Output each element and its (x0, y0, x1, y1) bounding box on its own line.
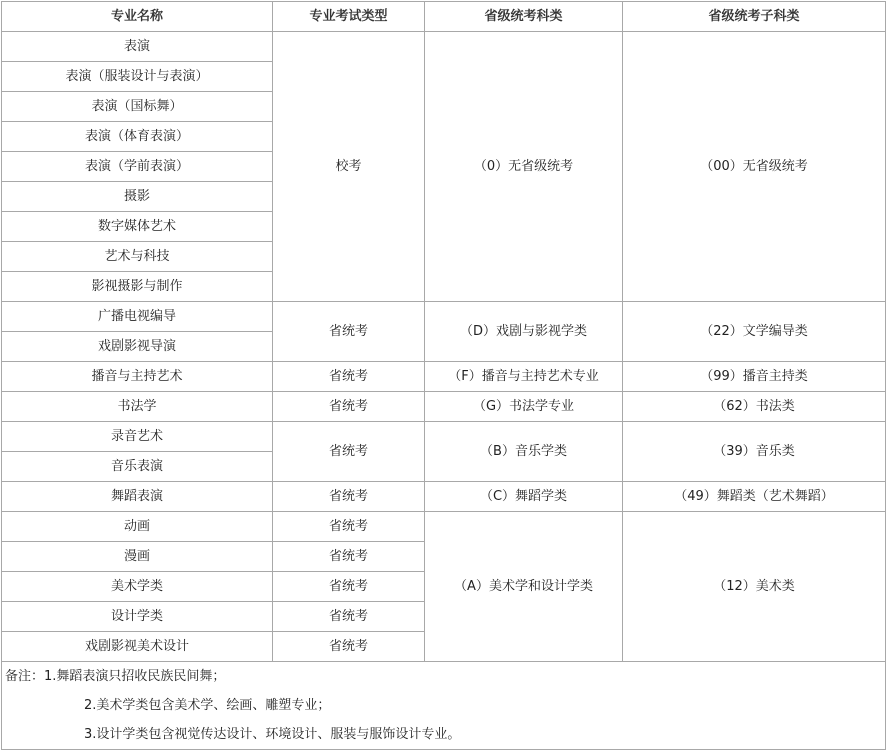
provincial-category: （D）戏剧与影视学类 (425, 302, 623, 362)
header-provincial-subcategory: 省级统考子科类 (623, 2, 886, 32)
header-major-name: 专业名称 (2, 2, 273, 32)
major-name: 表演（学前表演） (2, 152, 273, 182)
exam-type: 省统考 (273, 602, 425, 632)
provincial-subcategory: （00）无省级统考 (623, 32, 886, 302)
provincial-category: （B）音乐学类 (425, 422, 623, 482)
major-name: 舞蹈表演 (2, 482, 273, 512)
provincial-category: （F）播音与主持艺术专业 (425, 362, 623, 392)
provincial-subcategory: （99）播音主持类 (623, 362, 886, 392)
major-name: 表演（体育表演） (2, 122, 273, 152)
table-row (2, 422, 886, 452)
major-name: 表演 (2, 32, 273, 62)
major-name: 播音与主持艺术 (2, 362, 273, 392)
provincial-category: （A）美术学和设计学类 (425, 512, 623, 662)
exam-type: 省统考 (273, 542, 425, 572)
provincial-subcategory: （62）书法类 (623, 392, 886, 422)
table-row (2, 32, 886, 62)
exam-type: 省统考 (273, 572, 425, 602)
provincial-category: （C）舞蹈学类 (425, 482, 623, 512)
major-name: 书法学 (2, 392, 273, 422)
provincial-subcategory: （39）音乐类 (623, 422, 886, 482)
header-provincial-category: 省级统考科类 (425, 2, 623, 32)
major-name: 戏剧影视美术设计 (2, 632, 273, 662)
major-name: 音乐表演 (2, 452, 273, 482)
exam-type: 省统考 (273, 512, 425, 542)
major-name: 漫画 (2, 542, 273, 572)
exam-type: 省统考 (273, 302, 425, 362)
provincial-subcategory: （49）舞蹈类（艺术舞蹈） (623, 482, 886, 512)
header-row (2, 2, 886, 32)
table-row (2, 482, 886, 512)
provincial-subcategory: （22）文学编导类 (623, 302, 886, 362)
note-line: 3.设计学类包含视觉传达设计、环境设计、服装与服饰设计专业。 (84, 727, 461, 742)
major-name: 表演（服装设计与表演） (2, 62, 273, 92)
major-name: 设计学类 (2, 602, 273, 632)
table-row (2, 512, 886, 542)
exam-type: 省统考 (273, 422, 425, 482)
provincial-subcategory: （12）美术类 (623, 512, 886, 662)
provincial-category: （0）无省级统考 (425, 32, 623, 302)
table-row (2, 392, 886, 422)
major-name: 动画 (2, 512, 273, 542)
provincial-category: （G）书法学专业 (425, 392, 623, 422)
major-name: 表演（国标舞） (2, 92, 273, 122)
exam-type: 省统考 (273, 632, 425, 662)
major-category-table (1, 1, 886, 750)
note-line: 2.美术学类包含美术学、绘画、雕塑专业； (84, 698, 331, 713)
table-row (2, 362, 886, 392)
note-line: 备注：1.舞蹈表演只招收民族民间舞； (5, 669, 226, 684)
exam-type: 省统考 (273, 482, 425, 512)
exam-type: 省统考 (273, 392, 425, 422)
major-name: 数字媒体艺术 (2, 212, 273, 242)
major-name: 广播电视编导 (2, 302, 273, 332)
major-name: 录音艺术 (2, 422, 273, 452)
major-name: 戏剧影视导演 (2, 332, 273, 362)
major-name: 艺术与科技 (2, 242, 273, 272)
major-name: 摄影 (2, 182, 273, 212)
header-exam-type: 专业考试类型 (273, 2, 425, 32)
exam-type: 校考 (273, 32, 425, 302)
notes-cell (2, 662, 886, 750)
major-name: 美术学类 (2, 572, 273, 602)
exam-type: 省统考 (273, 362, 425, 392)
major-name: 影视摄影与制作 (2, 272, 273, 302)
notes-row (2, 662, 886, 750)
table-row (2, 302, 886, 332)
